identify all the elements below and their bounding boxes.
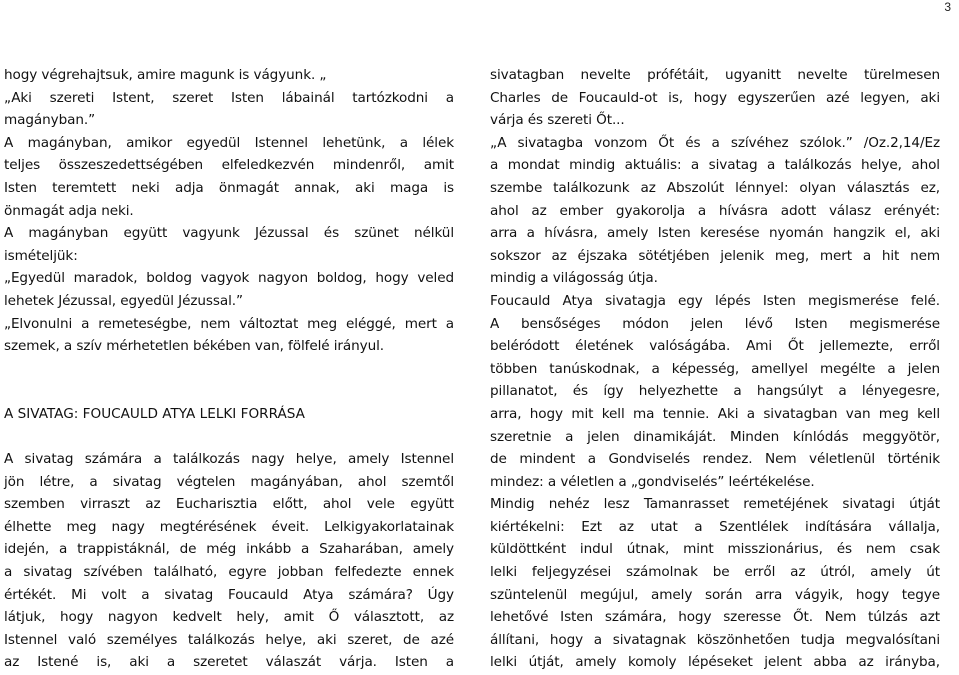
text-line: szüntelenül megújul, amely során arra vágyik, hogy tegye xyxy=(490,586,940,603)
text-line: értékét. Mi volt a sivatag Foucauld Atya számára? Úgy xyxy=(4,586,454,603)
text-line: A magányban, amikor egyedül Istennel lehetünk, a lélek xyxy=(4,134,454,151)
text-line: ahol az ember gyakorolja a hívásra adott válasz erényét: xyxy=(490,202,940,219)
blank-line xyxy=(4,426,454,449)
text-line: A bensőséges módon jelen lévő Isten megismerése xyxy=(490,315,940,332)
text-line: szemben virraszt az Eucharisztia előtt, ahol vele együtt xyxy=(4,496,454,513)
text-line: a sivatag szívében található, egyre jobban felfedezte ennek xyxy=(4,564,454,581)
text-line: teljes összeszedettségében elfeledkezvén mindenről, amit xyxy=(4,157,454,174)
text-line: önmagát adja neki. xyxy=(4,202,134,219)
page-number: 3 xyxy=(944,0,951,14)
text-line: magányban.” xyxy=(4,112,96,129)
text-line: lehetővé Isten számára, hogy szeresse Őt. Nem túlzás azt xyxy=(490,609,940,626)
text-line: szemek, a szív mérhetetlen békében van, fölfelé irányul. xyxy=(4,338,385,355)
blank-line xyxy=(4,380,454,403)
text-line: arra, hogy mit kell ma tennie. Aki a sivatagban van meg kell xyxy=(490,405,940,422)
text-line: „A sivatagba vonzom Őt és a szívéhez szólok.” /Oz.2,14/Ez xyxy=(490,134,940,151)
text-line: de mindent a Gondviselés rendez. Nem véletlenül történik xyxy=(490,451,940,468)
text-line: hogy végrehajtsuk, amire magunk is vágyunk. „ xyxy=(4,67,327,83)
text-line: pillanatot, és így helyezhette a hangsúlyt a lényegesre, xyxy=(490,383,940,400)
text-line: A magányban együtt vagyunk Jézussal és szünet nélkül xyxy=(4,225,454,242)
text-line: „Egyedül maradok, boldog vagyok nagyon boldog, hogy veled xyxy=(4,270,454,287)
text-line: állítani, hogy a sivatagnak köszönhetően tudja megvalósítani xyxy=(490,631,940,648)
text-line: lelki útját, amely komoly lépéseket jelent abba az irányba, xyxy=(490,654,940,671)
text-line: látjuk, hogy nagyon kedvelt hely, amit Ő választott, az xyxy=(4,609,454,626)
text-line: beléródott életének valóságába. Ami Őt jellemezte, erről xyxy=(490,338,940,355)
text-line: mindig a világosság útja. xyxy=(490,270,658,287)
text-line: Foucauld Atya sivatagja egy lépés Isten megismerése felé. xyxy=(490,292,940,309)
text-line: lelki feljegyzései számolnak be erről az útról, amely út xyxy=(490,564,940,581)
text-line: arra a hívásra, amely Isten keresése nyomán hangzik el, aki xyxy=(490,225,940,242)
text-line: szeretnie a jelen dinamikáját. Minden kínlódás meggyötör, xyxy=(490,428,940,445)
text-line: szembe találkozunk az Abszolút lénnyel: olyan választás ez, xyxy=(490,179,940,196)
text-line: sokszor az éjszaka sötétjében jelenik meg, mert a hit nem xyxy=(490,247,940,264)
text-line: mindez: a véletlen a „gondviselés” leértékelése. xyxy=(490,473,815,490)
text-line: többen tanúskodnak, a képesség, amellyel megélte a jelen xyxy=(490,360,940,377)
text-line: a mondat mindig aktuális: a sivatag a találkozás helye, ahol xyxy=(490,157,940,174)
text-line: Istennel való személyes találkozás helye, aki szeret, de azé xyxy=(4,631,454,648)
right-text-column xyxy=(490,64,940,674)
text-line: Isten teremtett neki adja önmagát annak, aki maga is xyxy=(4,179,454,196)
text-line: jön létre, a sivatag végtelen magányában, ahol szemtől xyxy=(4,473,454,490)
left-text-column xyxy=(4,64,454,674)
blank-line xyxy=(4,358,454,381)
text-line: A sivatag számára a találkozás nagy helye, amely Istennel xyxy=(4,451,454,468)
text-line: várja és szereti Őt... xyxy=(490,112,625,129)
text-line: idején, a trappistáknál, de még inkább a Szaharában, amely xyxy=(4,541,454,558)
text-line: ismételjük: xyxy=(4,247,78,264)
text-line: lehetek Jézussal, egyedül Jézussal.” xyxy=(4,292,243,309)
text-line: élhette meg nagy megtérésének éveit. Lelkigyakorlatainak xyxy=(4,518,454,535)
text-line: az Istené is, aki a szeretet válaszát várja. Isten a xyxy=(4,654,454,671)
text-line: „Elvonulni a remeteségbe, nem változtat meg eléggé, mert a xyxy=(4,315,454,332)
text-line: sivatagban nevelte prófétáit, ugyanitt nevelte türelmesen xyxy=(490,67,940,83)
text-line: Mindig nehéz lesz Tamanrasset remetéjének sivatagi útját xyxy=(490,496,940,513)
text-line: küldöttként indul útnak, mint misszionárius, és nem csak xyxy=(490,541,940,558)
text-line: Charles de Foucauld-ot is, hogy egyszerűen azé legyen, aki xyxy=(490,89,940,106)
text-line: kiértékelni: Ezt az utat a Szentlélek indítására vállalja, xyxy=(490,518,940,535)
text-line: „Aki szereti Istent, szeret Isten lábainál tartózkodni a xyxy=(4,89,454,106)
section-heading: A SIVATAG: FOUCAULD ATYA LELKI FORRÁSA xyxy=(4,405,305,422)
